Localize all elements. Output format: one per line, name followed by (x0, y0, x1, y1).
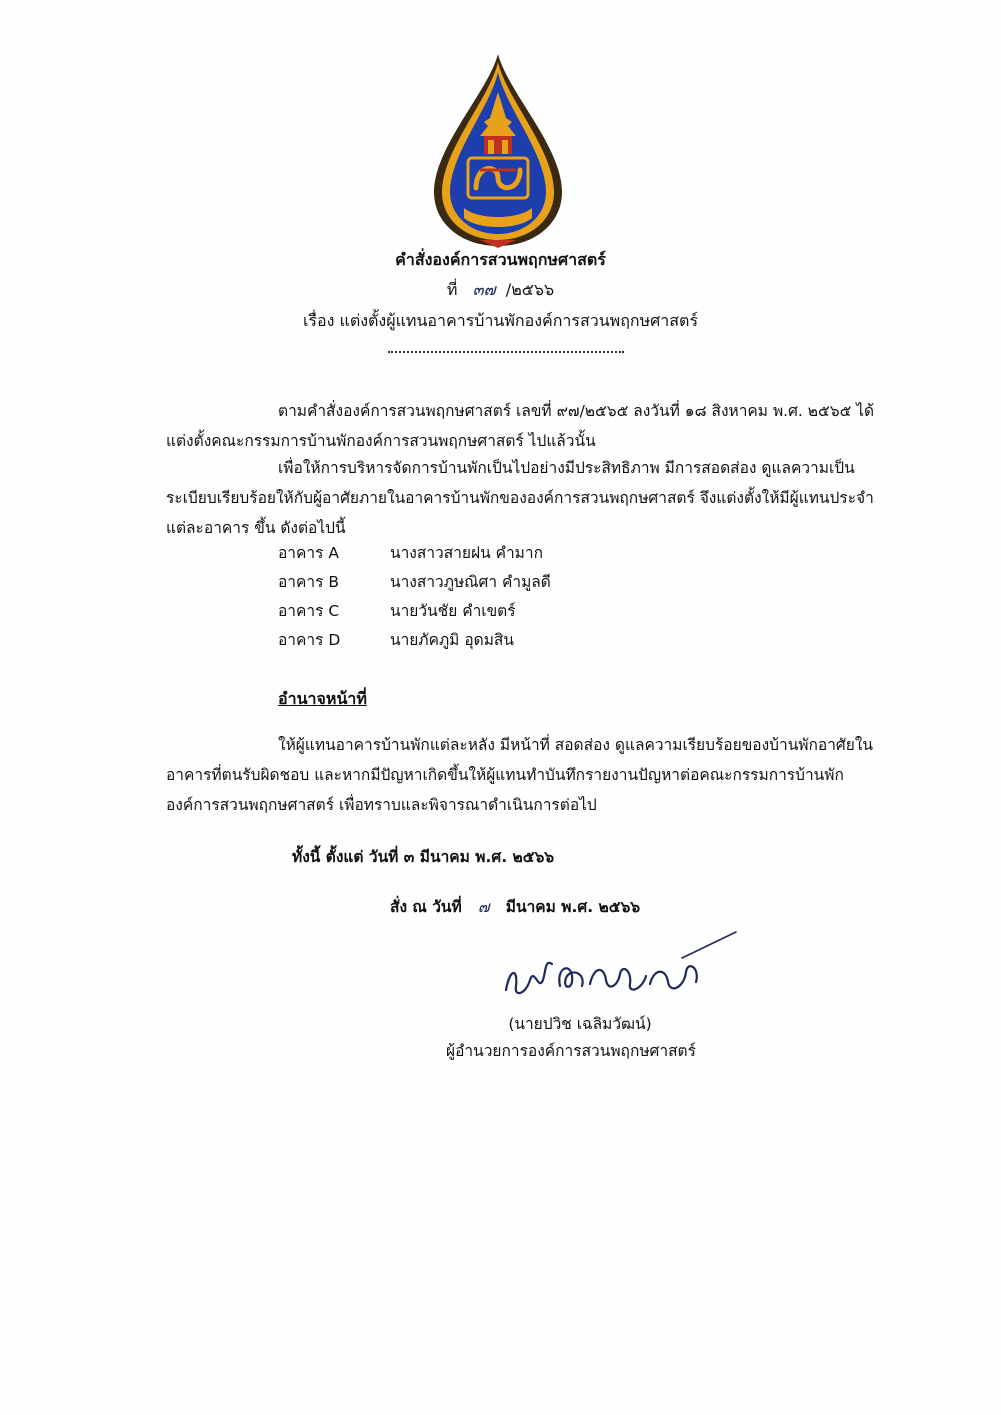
order-title: คำสั่งองค์การสวนพฤกษศาสตร์ (395, 250, 606, 269)
order-subject: เรื่อง แต่งตั้งผู้แทนอาคารบ้านพักองค์การสวนพฤกษศาสตร์ (302, 311, 699, 330)
order-number-year: /๒๕๖๖ (505, 280, 555, 299)
paragraph-line: ให้ผู้แทนอาคารบ้านพักแต่ละหลัง มีหน้าที่ สอดส่อง ดูแลความเรียบร้อยของบ้านพักอาศัยใน (278, 736, 874, 754)
paragraph-purpose (166, 453, 882, 543)
handwritten-signature (496, 928, 746, 1008)
order-number (0, 279, 1001, 301)
list-item (278, 539, 551, 568)
signed-date (390, 896, 640, 918)
paragraph-line: ตามคำสั่งองค์การสวนพฤกษศาสตร์ เลขที่ ๙๗/๒๕๖๕ ลงวันที่ ๑๘ สิงหาคม พ.ศ. ๒๕๖๕ ได้ (278, 402, 875, 420)
order-number-prefix: ที่ (446, 280, 458, 299)
building-label: อาคาร B (278, 573, 339, 591)
effective-date: ทั้งนี้ ตั้งแต่ วันที่ ๓ มีนาคม พ.ศ. ๒๕๖๖ (292, 848, 555, 866)
building-label: อาคาร C (278, 602, 340, 620)
representative-name: นางสาวสายฝน คำมาก (390, 544, 543, 562)
paragraph-line: อาคารที่ตนรับผิดชอบ และหากมีปัญหาเกิดขึ้นให้ผู้แทนทำบันทึกรายงานปัญหาต่อคณะกรรมการบ้านพัก (166, 766, 844, 784)
representative-name: นายวันชัย คำเขตร์ (390, 602, 516, 620)
building-label: อาคาร D (278, 631, 341, 649)
list-item (278, 597, 551, 626)
signed-date-day: ๗ (477, 898, 490, 916)
paragraph-line: องค์การสวนพฤกษศาสตร์ เพื่อทราบและพิจารณาดำเนินการต่อไป (166, 796, 597, 814)
signer-title: ผู้อำนวยการองค์การสวนพฤกษศาสตร์ (446, 1042, 696, 1060)
representatives-list (278, 539, 551, 655)
paragraph-line: ระเบียบเรียบร้อยให้กับผู้อาศัยภายในอาคารบ้านพักขององค์การสวนพฤกษศาสตร์ จึงแต่งตั้งให้มีผู้แทนประจำ (166, 489, 874, 507)
signed-date-suffix: มีนาคม พ.ศ. ๒๕๖๖ (505, 898, 641, 916)
order-number-handwritten: ๓๗ (472, 280, 496, 299)
duties-heading: อำนาจหน้าที่ (278, 689, 367, 708)
list-item (278, 568, 551, 597)
organization-logo (428, 52, 568, 248)
signed-date-prefix: สั่ง ณ วันที่ (390, 898, 462, 916)
building-label: อาคาร A (278, 544, 339, 562)
paragraph-duties (166, 730, 882, 820)
paragraph-reference (166, 396, 882, 456)
paragraph-line: เพื่อให้การบริหารจัดการบ้านพักเป็นไปอย่างมีประสิทธิภาพ มีการสอดส่อง ดูแลความเป็น (278, 459, 855, 477)
paragraph-line: แต่งตั้งคณะกรรมการบ้านพักองค์การสวนพฤกษศาสตร์ ไปแล้วนั้น (166, 432, 596, 450)
list-item (278, 626, 551, 655)
signer-name: (นายปวิช เฉลิมวัฒน์) (508, 1015, 652, 1033)
paragraph-line: แต่ละอาคาร ขึ้น ดังต่อไปนี้ (166, 519, 346, 537)
representative-name: นายภัคภูมิ อุดมสิน (390, 631, 514, 649)
separator-dotted-line (388, 341, 624, 353)
representative-name: นางสาวภูษณิศา คำมูลดี (390, 573, 551, 591)
